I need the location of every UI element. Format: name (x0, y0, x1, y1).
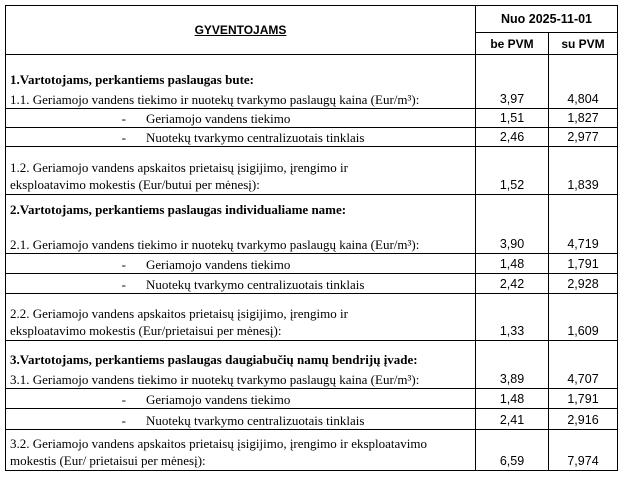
section-2-sub-row-1 (6, 254, 618, 274)
section-1-fee-su-pvm: 1,839 (549, 147, 618, 195)
fee-line-1: 2.2. Geriamojo vandens apskaitos prietaisų įsigijimo, įrengimo ir (10, 306, 348, 321)
fee-line-1: 3.2. Geriamojo vandens apskaitos prietaisų įsigijimo, įrengimo ir eksploatavimo (10, 436, 428, 451)
section-2-fee-be-pvm: 1,33 (476, 294, 549, 341)
section-3-description (6, 341, 476, 389)
fee-line-2: mokestis (Eur/ prietaisui per mėnesį): (10, 453, 206, 468)
section-2-price-su-pvm: 4,719 (549, 195, 618, 254)
dash-marker: - (121, 256, 126, 272)
dash-marker: - (121, 412, 126, 428)
header-row (6, 6, 618, 33)
sub-row-label: Nuotekų tvarkymo centralizuotais tinklais (146, 276, 365, 292)
section-3-fee-be-pvm: 6,59 (476, 430, 549, 471)
section-1-description (6, 55, 476, 109)
section-3-fee-su-pvm: 7,974 (549, 430, 618, 471)
section-2-price-row (6, 195, 618, 254)
dash-marker: - (121, 276, 126, 292)
section-1-fee-row (6, 147, 618, 195)
section-1-price-su-pvm: 4,804 (549, 55, 618, 109)
sub-row-su-pvm: 1,791 (549, 389, 618, 409)
sub-row-su-pvm: 2,977 (549, 128, 618, 147)
fee-line-2: eksploatavimo mokestis (Eur/prietaisui per mėnesį): (10, 323, 282, 338)
section-1-fee-description (6, 147, 476, 195)
section-2-title: 2.Vartotojams, perkantiems paslaugas individualiame name: (10, 202, 347, 217)
section-3-fee-row (6, 430, 618, 471)
sub-row-be-pvm: 2,46 (476, 128, 549, 147)
section-3-price-row (6, 341, 618, 389)
header-col-without-vat: be PVM (476, 33, 549, 55)
header-date: Nuo 2025-11-01 (476, 6, 618, 33)
sub-row-su-pvm: 1,827 (549, 109, 618, 128)
dash-marker: - (121, 110, 126, 126)
section-2-price-label: 2.1. Geriamojo vandens tiekimo ir nuotekų tvarkymo paslaugų kaina (Eur/m³): (10, 237, 420, 252)
sub-row-be-pvm: 2,42 (476, 274, 549, 294)
sub-row-be-pvm: 2,41 (476, 409, 549, 430)
section-1-sub-row-1 (6, 109, 618, 128)
section-3-sub-row-1 (6, 389, 618, 409)
tariff-table (5, 5, 618, 471)
header-col-with-vat: su PVM (549, 33, 618, 55)
sub-row-label: Geriamojo vandens tiekimo (146, 391, 291, 407)
fee-line-1: 1.2. Geriamojo vandens apskaitos prietaisų įsigijimo, įrengimo ir (10, 160, 348, 175)
sub-row-label: Nuotekų tvarkymo centralizuotais tinklais (146, 412, 365, 428)
sub-row-label: Geriamojo vandens tiekimo (146, 256, 291, 272)
section-3-sub-row-2 (6, 409, 618, 430)
section-3-fee-description (6, 430, 476, 471)
sub-row-su-pvm: 2,916 (549, 409, 618, 430)
section-1-title: 1.Vartotojams, perkantiems paslaugas bute: (10, 72, 254, 87)
section-1-sub-row-2 (6, 128, 618, 147)
section-1-price-be-pvm: 3,97 (476, 55, 549, 109)
section-1-price-row (6, 55, 618, 109)
sub-row-su-pvm: 2,928 (549, 274, 618, 294)
fee-line-2: eksploatavimo mokestis (Eur/butui per mėnesį): (10, 177, 260, 192)
section-3-price-su-pvm: 4,707 (549, 341, 618, 389)
section-3-title: 3.Vartotojams, perkantiems paslaugas daugiabučių namų bendrijų įvade: (10, 352, 418, 367)
section-2-fee-su-pvm: 1,609 (549, 294, 618, 341)
sub-row-be-pvm: 1,51 (476, 109, 549, 128)
section-2-description (6, 195, 476, 254)
section-2-fee-description (6, 294, 476, 341)
sub-row-be-pvm: 1,48 (476, 389, 549, 409)
dash-marker: - (121, 129, 126, 145)
sub-row-su-pvm: 1,791 (549, 254, 618, 274)
dash-marker: - (121, 391, 126, 407)
section-3-price-be-pvm: 3,89 (476, 341, 549, 389)
sub-row-label: Geriamojo vandens tiekimo (146, 110, 291, 126)
section-2-sub-row-2 (6, 274, 618, 294)
section-3-price-label: 3.1. Geriamojo vandens tiekimo ir nuotekų tvarkymo paslaugų kaina (Eur/m³): (10, 372, 420, 387)
sub-row-be-pvm: 1,48 (476, 254, 549, 274)
section-2-price-be-pvm: 3,90 (476, 195, 549, 254)
section-1-price-label: 1.1. Geriamojo vandens tiekimo ir nuotekų tvarkymo paslaugų kaina (Eur/m³): (10, 92, 420, 107)
sub-row-label: Nuotekų tvarkymo centralizuotais tinklais (146, 129, 365, 145)
header-title: GYVENTOJAMS (6, 6, 476, 55)
section-2-fee-row (6, 294, 618, 341)
section-1-fee-be-pvm: 1,52 (476, 147, 549, 195)
